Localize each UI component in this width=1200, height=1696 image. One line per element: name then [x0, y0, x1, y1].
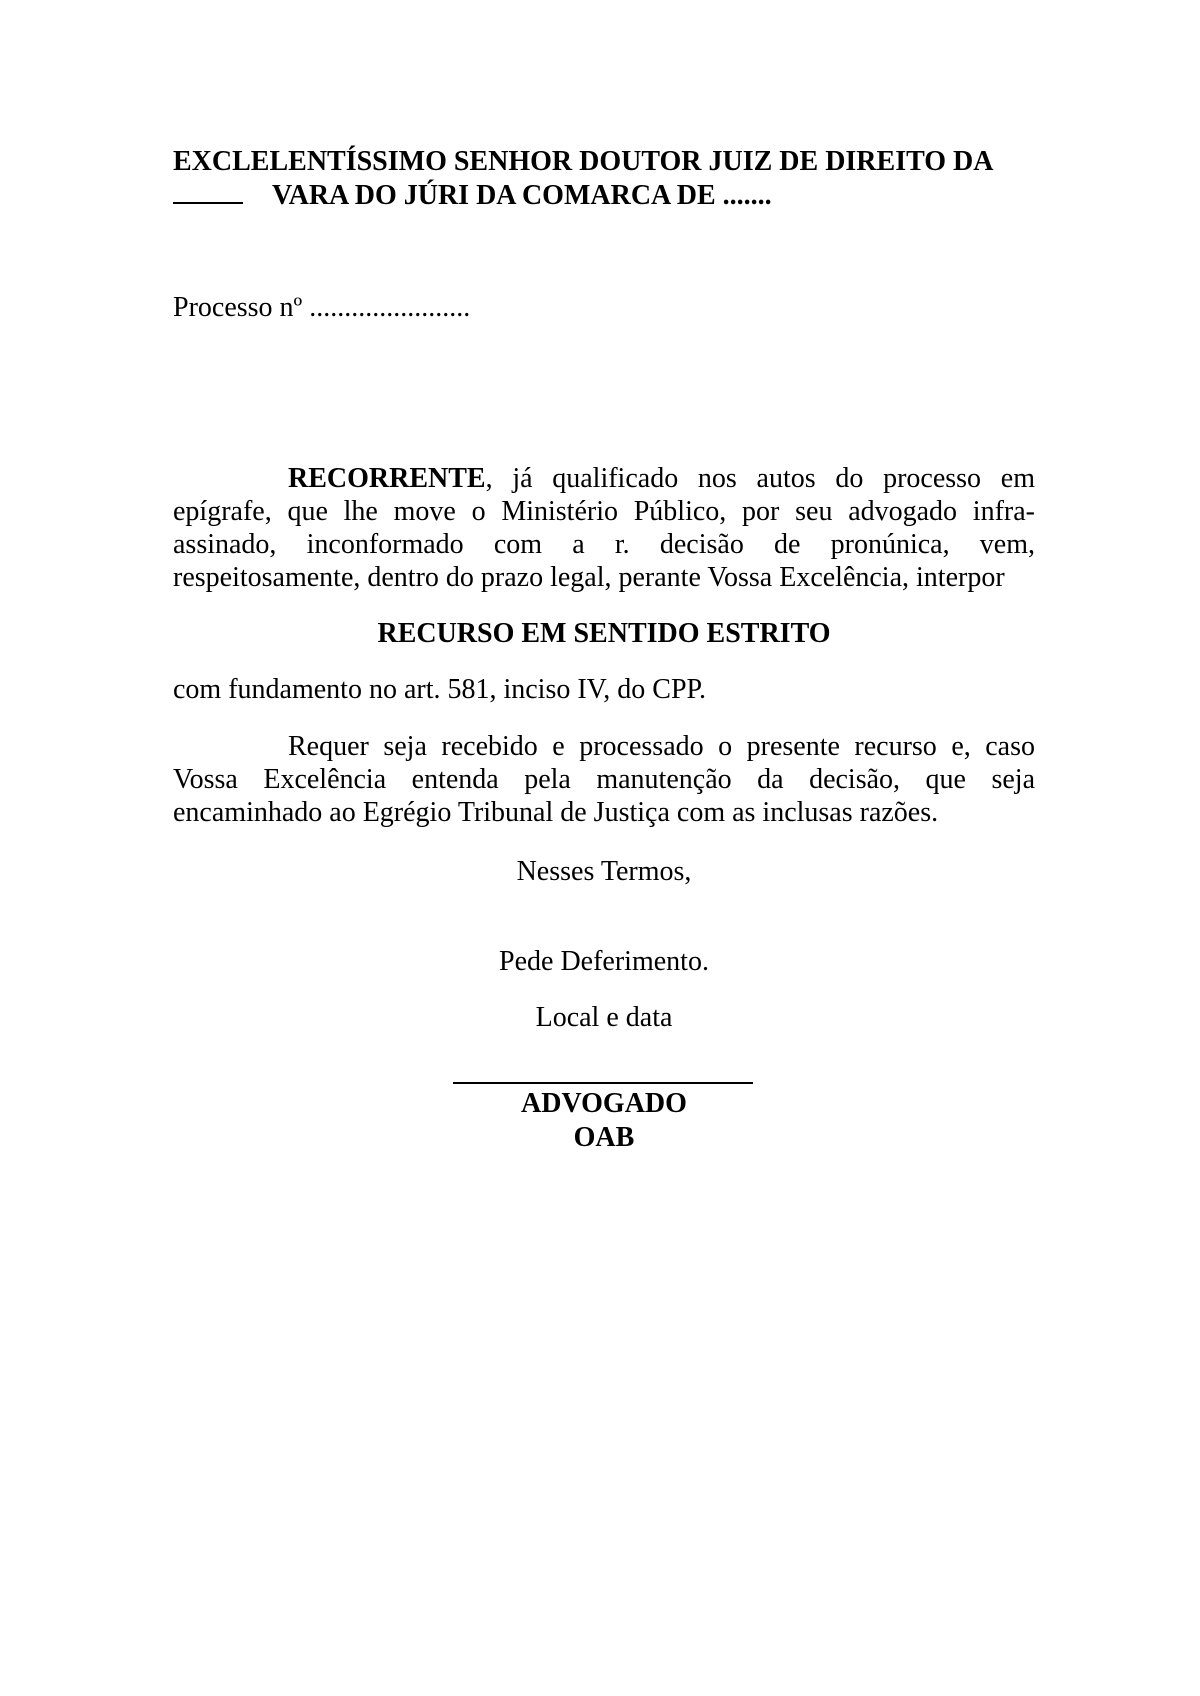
- local-data: Local e data: [535, 1002, 673, 1033]
- pede-deferimento: Pede Deferimento.: [499, 946, 709, 977]
- signature-line: [453, 1082, 753, 1084]
- paragraph-recorrente-text: , já qualificado nos autos do processo em epígrafe, que lhe move o Ministério Público, por seu advogado infra-assinado, inconformado com a r. decisão de pronúnica, vem, respeitosamente, dentro do prazo legal, perante Vossa Excelência, interpor: [173, 463, 1035, 593]
- signature-oab: OAB: [573, 1122, 635, 1153]
- fundamento-line: com fundamento no art. 581, inciso IV, do CPP.: [173, 674, 707, 705]
- addressee-line-2: [173, 180, 772, 212]
- paragraph-requer: [173, 730, 1035, 829]
- process-number: Processo nº .......................: [173, 292, 471, 323]
- signature-advogado: ADVOGADO: [521, 1088, 687, 1119]
- addressee-line-2-text: VARA DO JÚRI DA COMARCA DE .......: [272, 180, 772, 211]
- paragraph-recorrente: [173, 462, 1035, 594]
- addressee-line-1: EXCLELENTÍSSIMO SENHOR DOUTOR JUIZ DE DIREITO DA: [173, 146, 994, 177]
- paragraph-requer-text: Requer seja recebido e processado o presente recurso e, caso Vossa Excelência entenda pela manutenção da decisão, que seja encaminhado ao Egrégio Tribunal de Justiça com as inclusas razões.: [173, 731, 1035, 828]
- nesses-termos: Nesses Termos,: [516, 856, 692, 887]
- document-title: RECURSO EM SENTIDO ESTRITO: [377, 618, 831, 649]
- recorrente-label: RECORRENTE: [288, 463, 486, 494]
- vara-blank: [173, 202, 243, 204]
